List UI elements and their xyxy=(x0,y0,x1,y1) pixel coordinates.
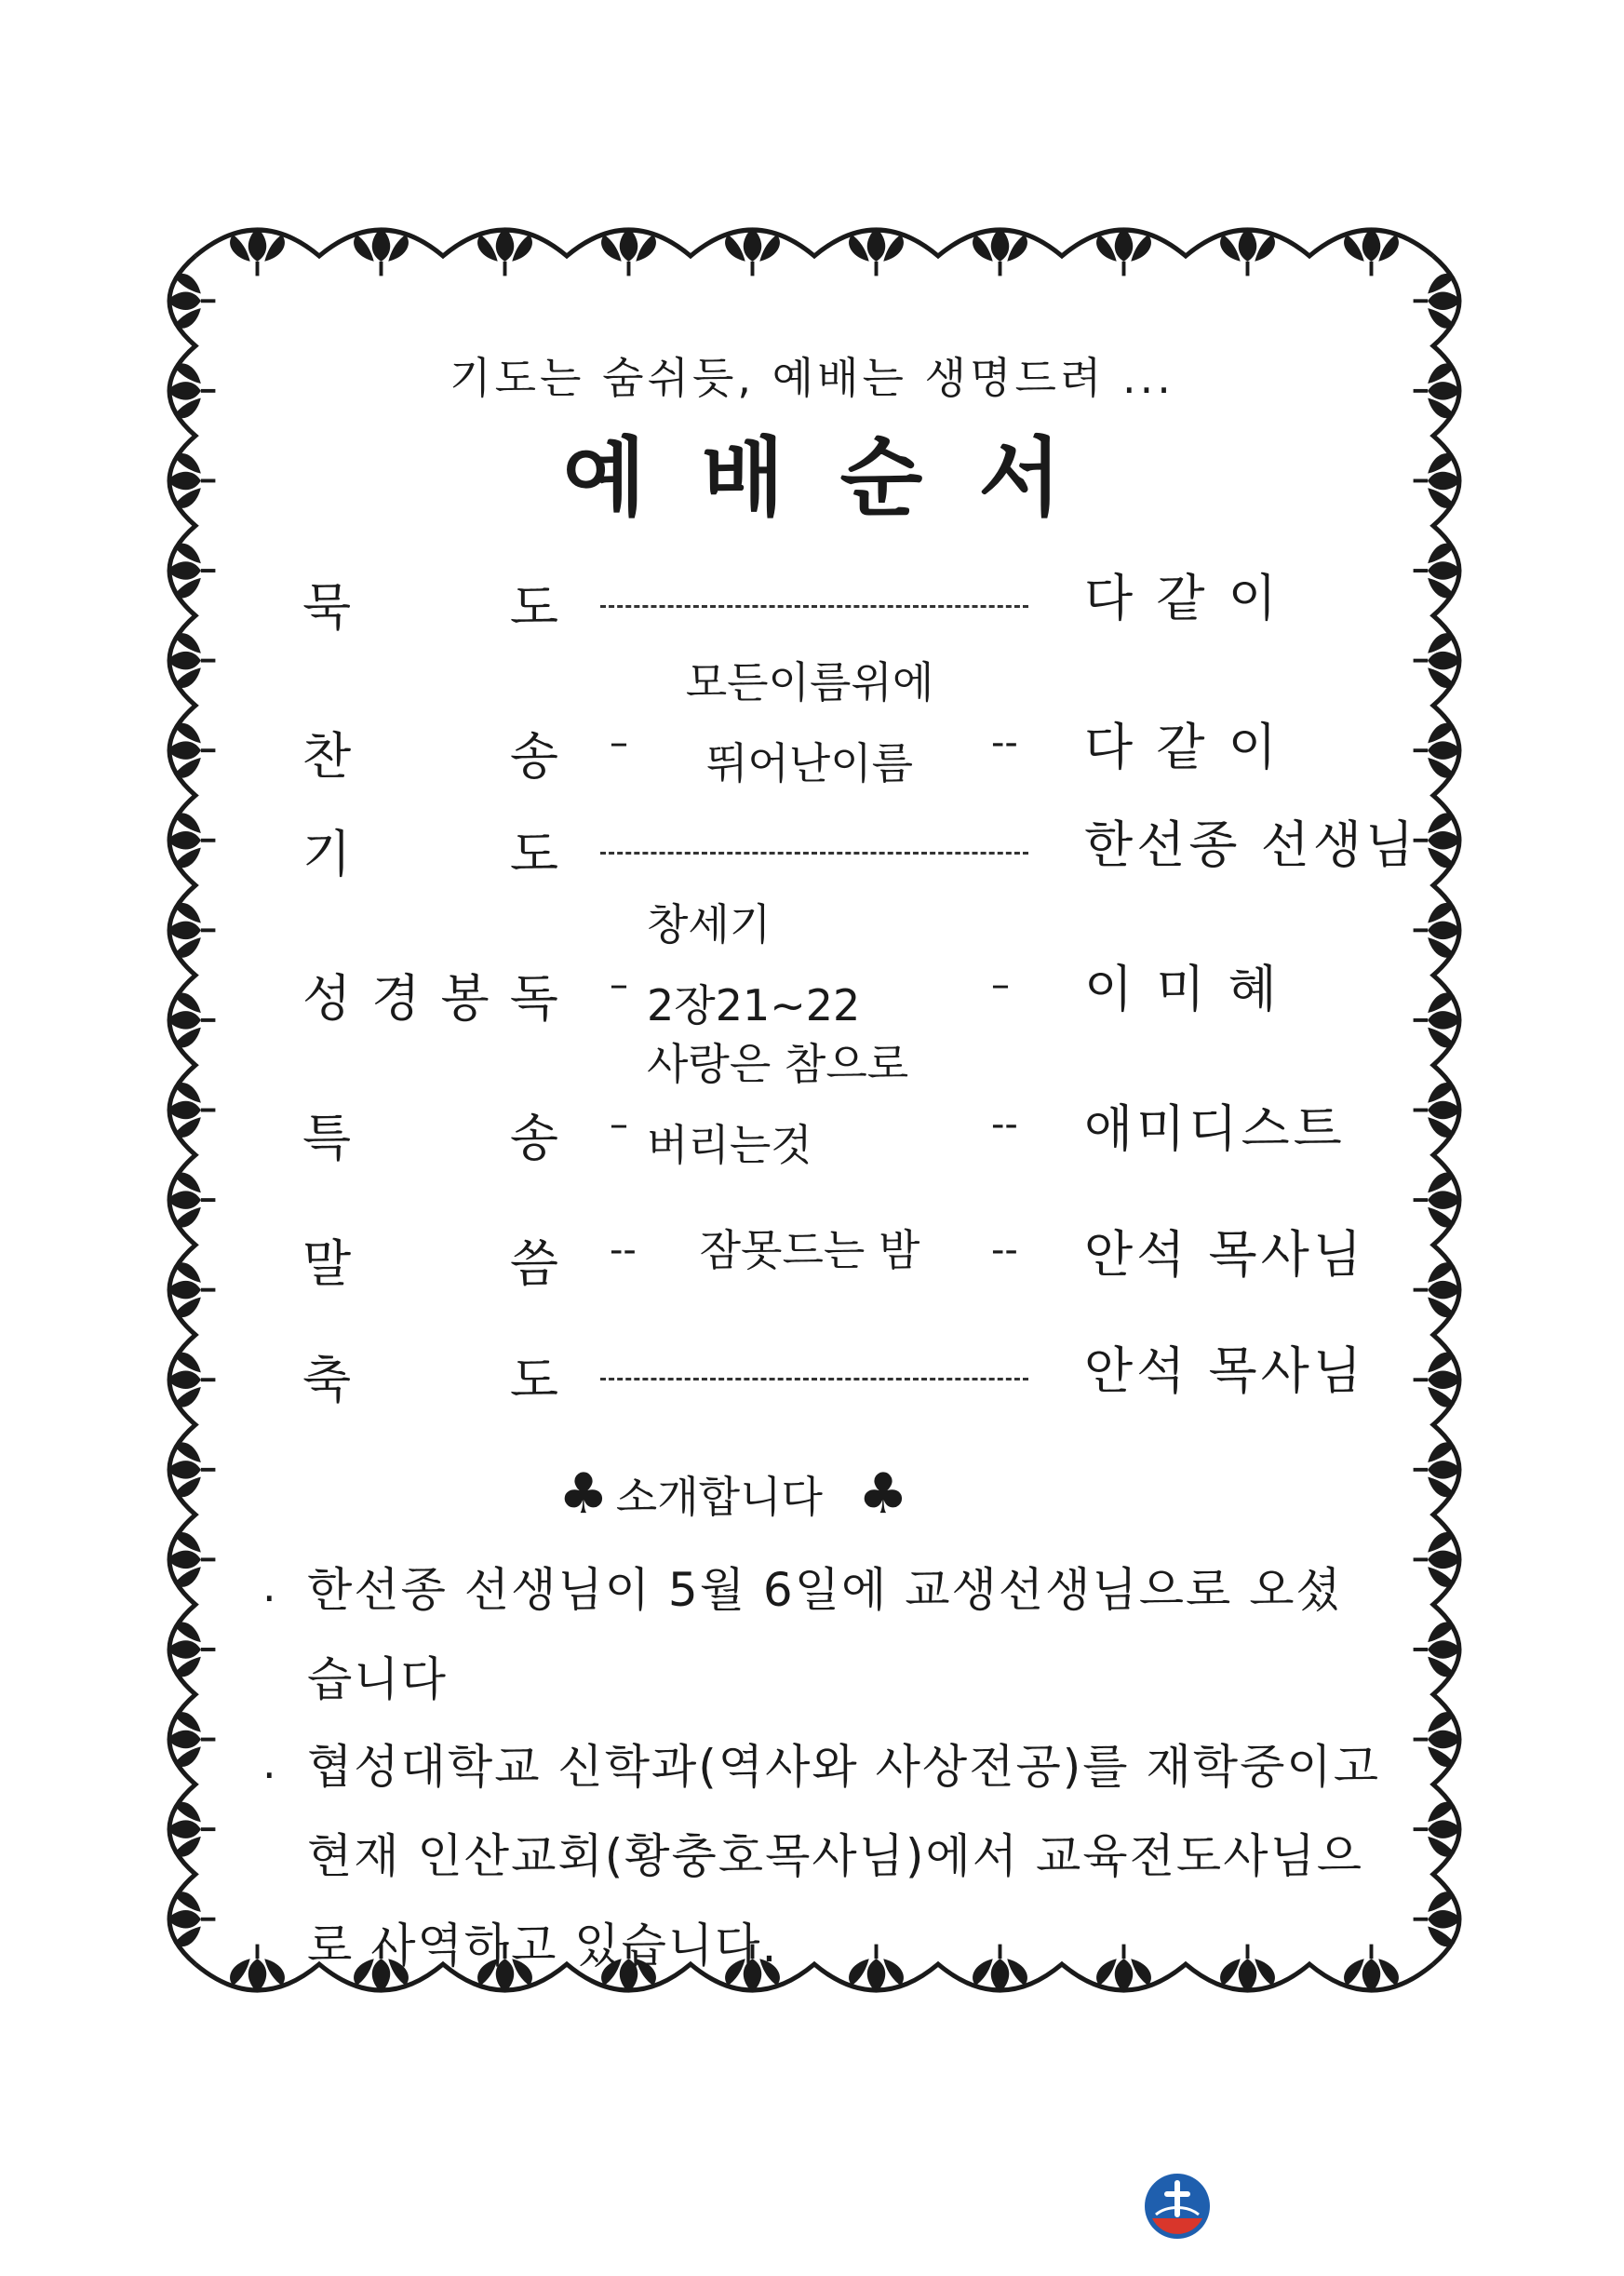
order-row xyxy=(0,1331,1624,1452)
dash-separator: -- xyxy=(610,1229,637,1272)
order-person: 이 미 혜 xyxy=(1084,960,1281,1018)
intro-heading xyxy=(558,1461,908,1527)
order-label-char: 독 xyxy=(509,969,558,1028)
order-label-char: 송 xyxy=(509,1109,558,1167)
order-label-char: 기 xyxy=(302,825,352,883)
order-content-line: 사랑은 참으로 xyxy=(647,1039,909,1089)
order-content-line: 뛰어난이름 xyxy=(705,738,914,789)
dash-separator: -- xyxy=(991,1229,1018,1272)
order-label-char: 씀 xyxy=(509,1234,558,1293)
dashed-line xyxy=(600,852,1028,855)
club-icon: ♣ xyxy=(558,1461,609,1527)
order-content-line: 2장21~22 xyxy=(647,980,861,1031)
order-content xyxy=(651,1210,968,1291)
order-label-char: 성 xyxy=(302,969,352,1028)
order-label xyxy=(302,1224,558,1296)
order-person: 애미디스트 xyxy=(1084,1099,1346,1158)
order-label xyxy=(302,959,558,1030)
intro-title: 소개합니다 xyxy=(615,1472,823,1522)
order-person: 안석 목사님 xyxy=(1084,1225,1365,1284)
order-person: 다 같 이 xyxy=(1084,569,1281,627)
order-label-char: 찬 xyxy=(302,727,352,786)
order-person: 안석 목사님 xyxy=(1084,1341,1365,1400)
dash-separator: – xyxy=(991,963,1010,1006)
order-label xyxy=(302,815,558,886)
order-content-line: 창세기 xyxy=(647,899,772,949)
order-label xyxy=(302,568,558,640)
order-label xyxy=(302,717,558,788)
dash-separator: -- xyxy=(991,1103,1018,1146)
order-content xyxy=(647,884,963,1047)
order-content xyxy=(647,1024,963,1187)
intro-paragraph-1: 한선종 선생님이 5월 6일에 교생선생님으로 오셨습니다 xyxy=(307,1563,1343,1706)
order-label-char: 송 xyxy=(509,727,558,786)
dashed-line xyxy=(600,1378,1028,1380)
subtitle: 기도는 숨쉬듯, 예배는 생명드려 ... xyxy=(450,353,1174,403)
club-icon: ♣ xyxy=(857,1461,908,1527)
intro-paragraph-2: 협성대학교 신학과(역사와 사상전공)를 재학중이고 현재 인산교회(황충호목사님)에서 교육전도사님으로 사역하고 있습니다. xyxy=(307,1740,1380,1973)
order-label-char: 축 xyxy=(302,1351,352,1409)
order-row xyxy=(0,657,1624,801)
order-person: 한선종 선생님 xyxy=(1084,815,1418,874)
order-label-char: 묵 xyxy=(302,578,352,637)
order-content-line: 버리는것 xyxy=(647,1120,812,1171)
dash-separator: – xyxy=(610,1103,628,1146)
order-label-char: 말 xyxy=(302,1234,352,1293)
order-content-line: 모든이름위에 xyxy=(685,657,934,707)
dash-separator: – xyxy=(610,963,628,1006)
church-logo-icon xyxy=(1143,2172,1212,2241)
order-row xyxy=(0,1215,1624,1336)
order-label xyxy=(302,1340,558,1412)
dashed-line xyxy=(600,605,1028,608)
order-label-char: 봉 xyxy=(440,969,490,1028)
order-content xyxy=(651,642,968,805)
order-content-line: 잠못드는 밤 xyxy=(699,1225,920,1275)
bullet-icon: · xyxy=(262,1750,276,1800)
order-label-char: 도 xyxy=(509,1351,558,1409)
order-label xyxy=(302,1098,558,1170)
order-label-char: 특 xyxy=(302,1109,352,1167)
dash-separator: -- xyxy=(991,721,1018,764)
order-label-char: 도 xyxy=(509,578,558,637)
order-row xyxy=(0,1039,1624,1182)
order-label-char: 도 xyxy=(509,825,558,883)
bullet-icon: · xyxy=(262,1573,276,1623)
order-label-char: 경 xyxy=(371,969,421,1028)
dash-separator: – xyxy=(610,721,628,764)
order-person: 다 같 이 xyxy=(1084,718,1281,776)
page-title: 예배순서 xyxy=(562,428,1118,528)
